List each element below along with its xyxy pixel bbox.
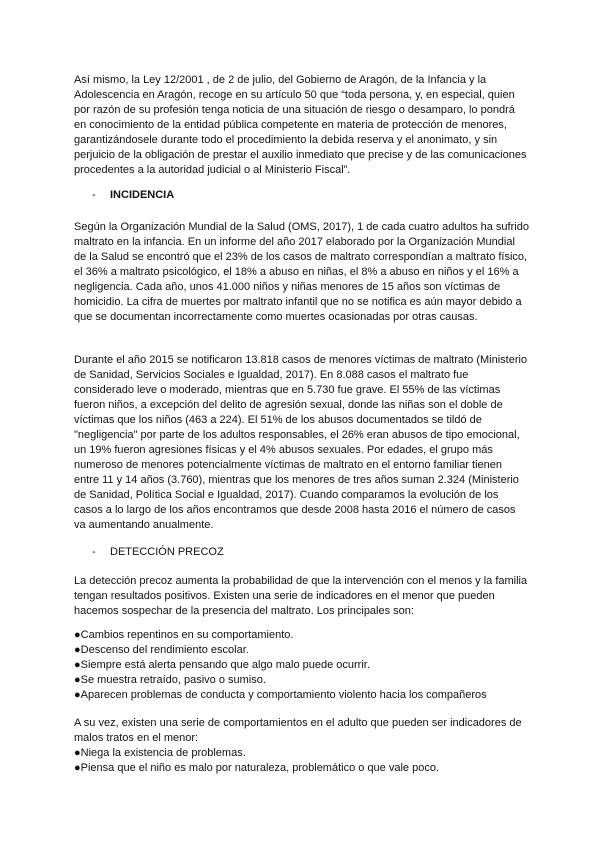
bullet-icon: ● (74, 689, 81, 701)
child-indicators-list (74, 628, 544, 703)
list-item (74, 673, 544, 688)
list-item-text: Piensa que el niño es malo por naturaleza, problemático o que vale poco. (80, 762, 439, 774)
list-item (74, 761, 544, 776)
paragraph-oms: Según la Organización Mundial de la Salud (OMS, 2017), 1 de cada cuatro adultos ha sufrido maltrato en la infancia. En un informe del año 2017 elaborado por la Organización Mundial de la Salud se encontró que el 23% de los casos de maltrato correspondían a maltrato físico, el 36% a maltrato psicológico, el 18% a abuso en niñas, el 8% a abuso en niños y el 16% a negligencia. Cada año, unos 41.000 niños y niñas menores de 15 años son víctimas de homicidio. La cifra de muertes por maltrato infantil que no se notifica es aún mayor debido a que se documentan incorrectamente como muertes ocasionadas por otras causas. (74, 221, 529, 323)
paragraph-2015-statistics: Durante el año 2015 se notificaron 13.818 casos de menores víctimas de maltrato (Ministerio de Sanidad, Servicios Sociales e Igualdad, 2017). En 8.088 casos el maltrato fue considerado leve o moderado, mientras que en 5.730 fue grave. El 55% de las víctimas fueron niños, a excepción del delito de agresión sexual, donde las niñas son el doble de víctimas que los niños (463 a 224). El 51% de los abusos documentados se tildó de "negligencia" por parte de los adultos responsables, el 26% eran abusos de tipo emocional, un 19% fueron agresiones físicas y el 4% abusos sexuales. Por edades, el grupo más numeroso de menores potencialmente víctimas de maltrato en el entorno familiar tienen entre 11 y 14 años (3.760), mientras que los menores de tres años suman 2.324 (Ministerio de Sanidad, Política Social e Igualdad, 2017). Cuando comparamos la evolución de los casos a lo largo de los años encontramos que desde 2008 hasta 2016 el número de casos va aumentando anualmente. (74, 354, 528, 531)
paragraph-adult-intro: A su vez, existen una serie de comportamientos en el adulto que pueden ser indicadores de malos tratos en el menor: (74, 717, 522, 744)
list-item (74, 658, 544, 673)
heading-dash: - (92, 189, 96, 201)
bullet-icon: ● (74, 674, 81, 686)
heading-incidencia-title: INCIDENCIA (110, 189, 175, 201)
paragraph-deteccion-intro: La detección precoz aumenta la probabilidad de que la intervención con el menos y la familia tengan resultados positivos. Existen una serie de indicadores en el menor que pueden hacemos sospechar de la presencia del maltrato. Los principales son: (74, 575, 528, 617)
list-item-text: Se muestra retraído, pasivo o sumiso. (80, 674, 266, 686)
bullet-icon: ● (74, 659, 81, 671)
list-item (74, 643, 544, 658)
heading-incidencia (92, 188, 174, 203)
list-item-text: Niega la existencia de problemas. (80, 747, 246, 759)
list-item-text: Aparecen problemas de conducta y comportamiento violento hacia los compañeros (80, 689, 487, 701)
heading-deteccion-precoz (92, 545, 224, 560)
bullet-icon: ● (74, 644, 81, 656)
adult-indicators-list (74, 746, 544, 776)
list-item (74, 746, 544, 761)
bullet-icon: ● (74, 747, 81, 759)
list-item-text: Descenso del rendimiento escolar. (80, 644, 249, 656)
heading-dash: - (92, 546, 96, 558)
heading-deteccion-title: DETECCIÓN PRECOZ (110, 546, 224, 558)
list-item-text: Siempre está alerta pensando que algo malo puede ocurrir. (80, 659, 370, 671)
bullet-icon: ● (74, 762, 81, 774)
list-item (74, 628, 544, 643)
list-item (74, 688, 544, 703)
list-item-text: Cambios repentinos en su comportamiento. (80, 629, 294, 641)
bullet-icon: ● (74, 629, 81, 641)
paragraph-ley-aragon: Así mismo, la Ley 12/2001 , de 2 de julio, del Gobierno de Aragón, de la Infancia y la Adolescencia en Aragón, recoge en su artículo 50 que “toda persona, y, en especial, quien por razón de su profesión tenga noticia de una situación de riesgo o desamparo, lo pondrá en conocimiento de la entidad pública competente en materia de protección de menores, garantizándosele durante todo el procedimiento la debida reserva y el anonimato, y sin perjuicio de la obligación de prestar el auxilio inmediato que precise y de las comunicaciones procedentes a la autoridad judicial o al Ministerio Fiscal”. (74, 74, 527, 176)
